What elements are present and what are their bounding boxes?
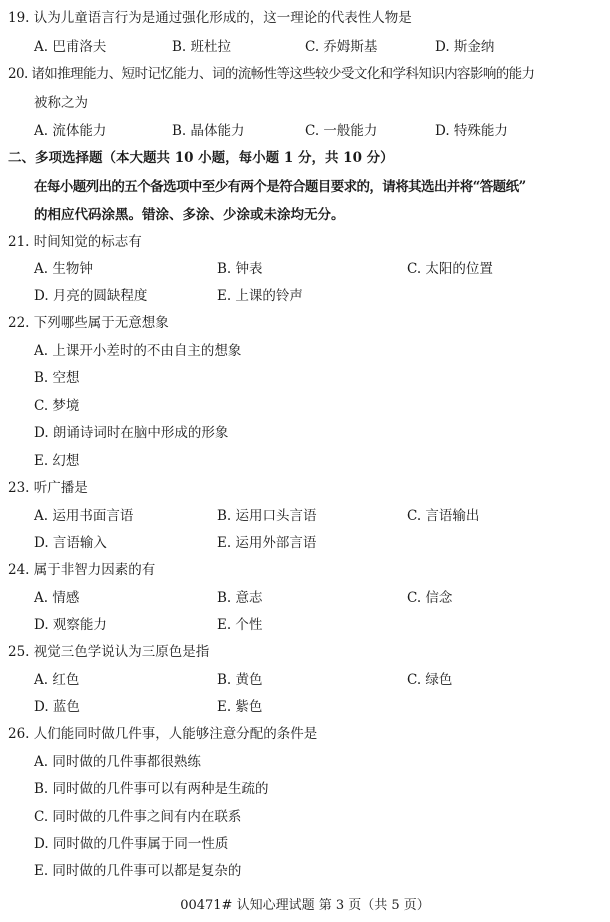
- q22-stem: 22. 下列哪些属于无意想象: [8, 315, 169, 331]
- section-instruction-line1: 在每小题列出的五个备选项中至少有两个是符合题目要求的，请将其选出并将“答题纸”: [34, 179, 526, 195]
- q22-option-a: A. 上课开小差时的不由自主的想象: [34, 343, 242, 359]
- q24-option-e: E. 个性: [217, 617, 263, 633]
- q21-option-d: D. 月亮的圆缺程度: [34, 288, 148, 304]
- q19-option-c: C. 乔姆斯基: [305, 39, 378, 55]
- q24-stem: 24. 属于非智力因素的有: [8, 562, 156, 578]
- q26-option-b: B. 同时做的几件事可以有两种是生疏的: [34, 781, 269, 797]
- q21-option-e: E. 上课的铃声: [217, 288, 303, 304]
- q26-option-e: E. 同时做的几件事可以都是复杂的: [34, 863, 242, 879]
- q21-option-a: A. 生物钟: [34, 261, 93, 277]
- q23-stem: 23. 听广播是: [8, 480, 88, 496]
- q22-option-b: B. 空想: [34, 370, 80, 386]
- q20-option-d: D. 特殊能力: [435, 123, 508, 139]
- q23-option-d: D. 言语输入: [34, 535, 107, 551]
- q25-option-d: D. 蓝色: [34, 699, 80, 715]
- q26-option-a: A. 同时做的几件事都很熟练: [34, 754, 201, 770]
- q20-stem-line2: 被称之为: [34, 95, 88, 111]
- q19-option-d: D. 斯金纳: [435, 39, 495, 55]
- q23-option-a: A. 运用书面言语: [34, 508, 134, 524]
- q25-option-b: B. 黄色: [217, 672, 263, 688]
- q26-option-d: D. 同时做的几件事属于同一性质: [34, 836, 229, 852]
- q19-stem: 19. 认为儿童语言行为是通过强化形成的，这一理论的代表性人物是: [8, 10, 412, 26]
- q19-option-b: B. 班杜拉: [172, 39, 232, 55]
- q24-option-b: B. 意志: [217, 590, 263, 606]
- q26-stem: 26. 人们能同时做几件事，人能够注意分配的条件是: [8, 726, 318, 742]
- section-title: 二、多项选择题（本大题共 10 小题，每小题 1 分，共 10 分）: [8, 150, 394, 166]
- q25-stem: 25. 视觉三色学说认为三原色是指: [8, 644, 210, 660]
- page-footer: 00471# 认知心理试题 第 3 页（共 5 页）: [180, 898, 430, 913]
- q24-option-a: A. 情感: [34, 590, 80, 606]
- q22-option-c: C. 梦境: [34, 398, 80, 414]
- q23-option-c: C. 言语输出: [407, 508, 480, 524]
- q25-option-a: A. 红色: [34, 672, 80, 688]
- q22-option-e: E. 幻想: [34, 453, 80, 469]
- q20-stem-line1: 20. 诸如推理能力、短时记忆能力、词的流畅性等这些较少受文化和学科知识内容影响的能力: [8, 66, 535, 82]
- q25-option-c: C. 绿色: [407, 672, 453, 688]
- q24-option-d: D. 观察能力: [34, 617, 107, 633]
- q21-option-b: B. 钟表: [217, 261, 263, 277]
- q25-option-e: E. 紫色: [217, 699, 263, 715]
- q21-option-c: C. 太阳的位置: [407, 261, 493, 277]
- q20-option-c: C. 一般能力: [305, 123, 378, 139]
- q24-option-c: C. 信念: [407, 590, 453, 606]
- q19-option-a: A. 巴甫洛夫: [34, 39, 107, 55]
- q21-stem: 21. 时间知觉的标志有: [8, 234, 142, 250]
- q22-option-d: D. 朗诵诗词时在脑中形成的形象: [34, 425, 229, 441]
- q20-option-a: A. 流体能力: [34, 123, 107, 139]
- q20-option-b: B. 晶体能力: [172, 123, 245, 139]
- q26-option-c: C. 同时做的几件事之间有内在联系: [34, 809, 242, 825]
- q23-option-e: E. 运用外部言语: [217, 535, 317, 551]
- q23-option-b: B. 运用口头言语: [217, 508, 317, 524]
- section-instruction-line2: 的相应代码涂黑。错涂、多涂、少涂或未涂均无分。: [34, 207, 345, 223]
